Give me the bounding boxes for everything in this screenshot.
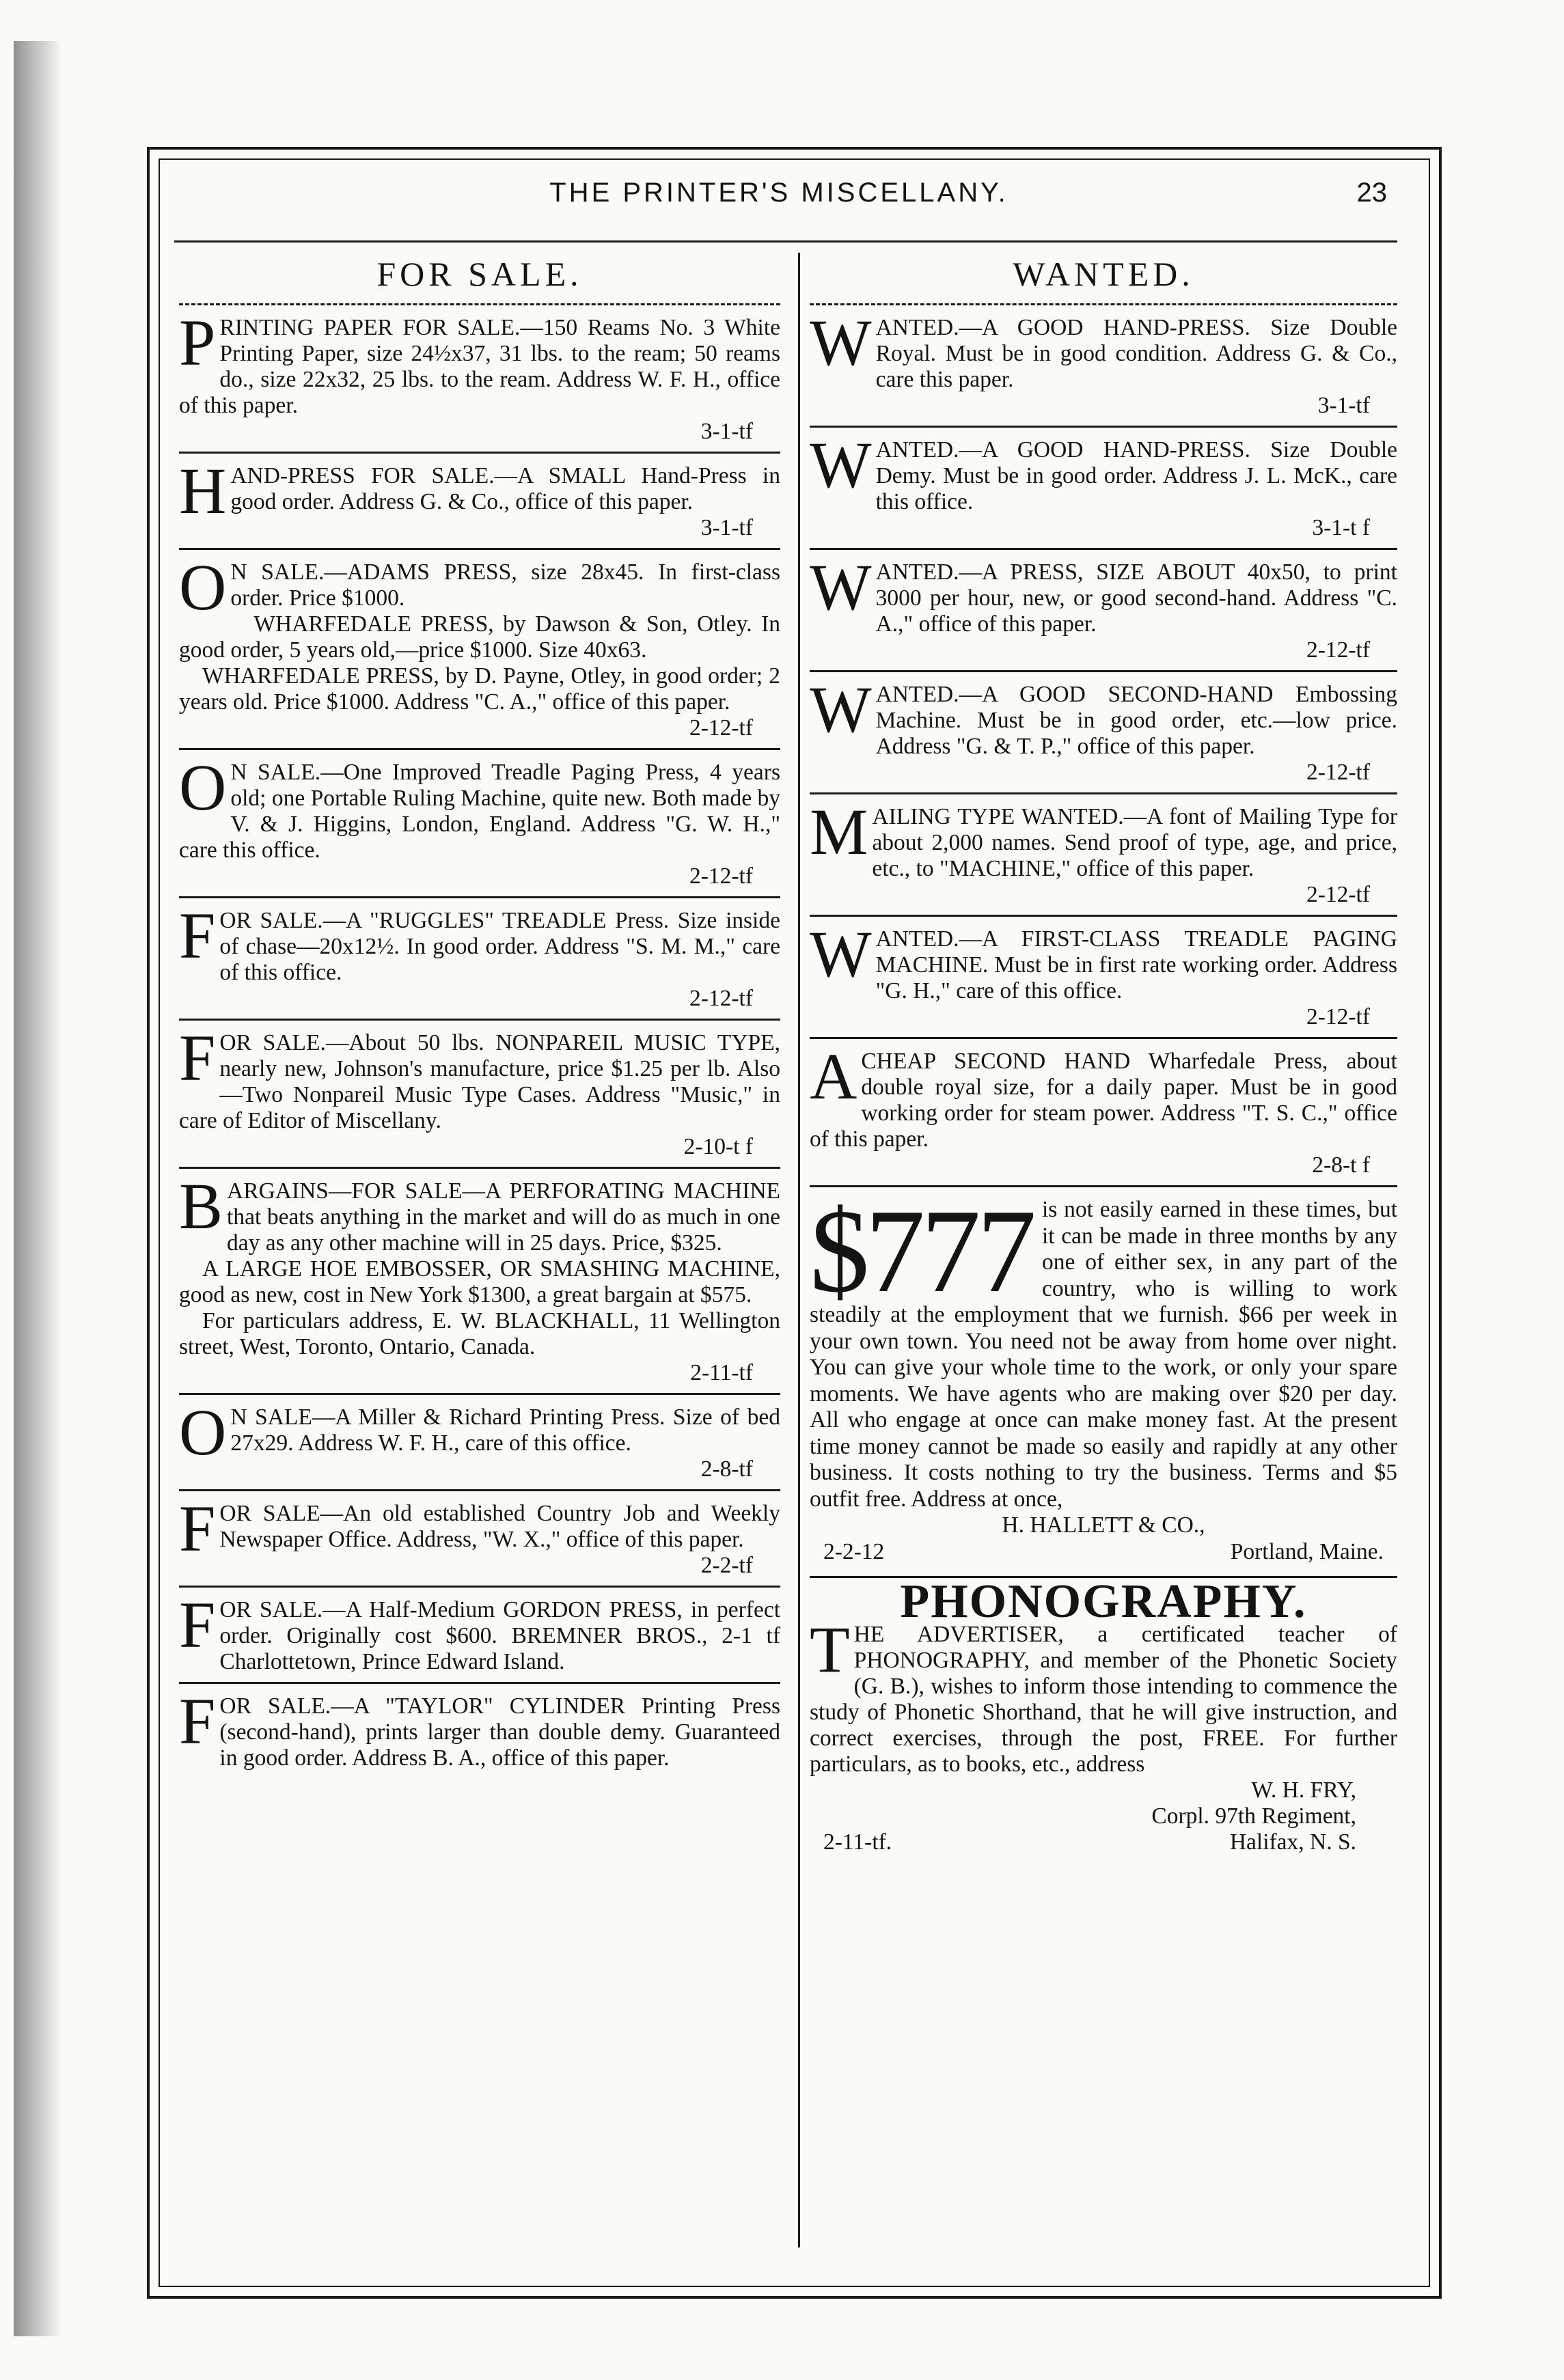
page-number: 23	[1356, 178, 1387, 208]
ad-code: 2-10-t f	[683, 1134, 753, 1159]
ad-text: OR SALE.—A "TAYLOR" CYLINDER Printing Press (second-hand), prints larger than double demy. Guaranteed in good order. Address B. A., office of this paper.	[219, 1693, 780, 1771]
ad-text: A LARGE HOE EMBOSSER, OR SMASHING MACHINE, good as new, cost in New York $1300, a great bargain at $575.	[179, 1256, 780, 1307]
wanted-ads	[810, 306, 1397, 1182]
ad-text: ANTED.—A GOOD HAND-PRESS. Size Double Demy. Must be in good order. Address J. L. McK., care this office.	[875, 437, 1397, 514]
classified-ad	[810, 792, 1397, 912]
for-sale-ads	[179, 306, 780, 1775]
drop-cap: O	[179, 1396, 227, 1469]
classified-ad	[810, 548, 1397, 667]
binding-edge	[14, 41, 61, 2336]
ad-text: N SALE.—ADAMS PRESS, size 28x45. In first-class order. Price $1000.	[230, 559, 780, 611]
ad-code: 3-1-tf	[700, 515, 753, 540]
phonography-place: Halifax, N. S.	[1229, 1829, 1356, 1855]
ad-code: 2-11-tf	[690, 1360, 753, 1385]
ad-text: ANTED.—A GOOD HAND-PRESS. Size Double Royal. Must be in good condition. Address G. & Co., care this paper.	[875, 315, 1397, 392]
drop-cap: W	[810, 673, 872, 746]
ad-code: 3-1-tf	[700, 419, 753, 444]
ad-code: 2-12-tf	[689, 715, 753, 741]
header-rule	[174, 240, 1397, 243]
classified-ad	[179, 1586, 780, 1679]
ad-text: N SALE.—One Improved Treadle Paging Press, 4 years old; one Portable Ruling Machine, quite new. Both made by V. & J. Higgins, London, England. Address "G. W. H.," care this office.	[179, 760, 780, 863]
ad-code: 2-12-tf	[1306, 760, 1370, 785]
ad-code: 2-12-tf	[1306, 882, 1370, 907]
for-sale-column	[179, 254, 780, 1775]
money-ad-signer: H. HALLETT & CO.,	[1002, 1512, 1205, 1538]
for-sale-heading: FOR SALE.	[376, 255, 583, 293]
ad-text: OR SALE—An old established Country Job and Weekly Newspaper Office. Address, "W. X.," office of this paper.	[219, 1501, 780, 1552]
running-head	[171, 178, 1387, 219]
drop-cap: O	[179, 751, 227, 824]
classified-ad	[179, 1489, 780, 1583]
money-amount: $777	[810, 1185, 1032, 1317]
phonography-heading: PHONOGRAPHY.	[900, 1575, 1307, 1628]
drop-cap: H	[179, 454, 227, 527]
drop-cap: F	[179, 1685, 216, 1758]
wanted-heading: WANTED.	[1013, 255, 1194, 293]
classified-ad	[179, 548, 780, 745]
ad-code: 3-1-tf	[1317, 393, 1370, 418]
dashed-rule	[179, 303, 780, 305]
ad-code: 3-1-t f	[1312, 515, 1370, 540]
ad-text: AND-PRESS FOR SALE.—A SMALL Hand-Press in good order. Address G. & Co., office of this paper.	[230, 463, 780, 514]
classified-ad	[810, 915, 1397, 1034]
dashed-rule	[810, 303, 1397, 305]
drop-cap: A	[810, 1040, 858, 1113]
ad-code: 2-8-tf	[700, 1456, 753, 1482]
drop-cap: T	[810, 1613, 850, 1686]
ad-text: ARGAINS—FOR SALE—A PERFORATING MACHINE that beats anything in the market and will do as much in one day as any other machine will in 25 days. Price, $325.	[227, 1178, 780, 1256]
drop-cap: W	[810, 428, 872, 501]
ad-text: OR SALE.—A Half-Medium GORDON PRESS, in perfect order. Originally cost $600. BREMNER BROS., 2-1 tf Charlottetown, Prince Edward Island.	[219, 1597, 780, 1674]
phonography-text: HE ADVERTISER, a certificated teacher of PHONOGRAPHY, and member of the Phonetic Society (G. B.), wishes to inform those intending to commence the study of Phonetic Shorthand, that he will give instruction, and correct exercises, through the post, FREE. For further particulars, as to books, etc., address	[810, 1622, 1397, 1777]
ad-code: 2-2-tf	[700, 1553, 753, 1578]
phonography-name: W. H. FRY,	[1251, 1777, 1356, 1803]
drop-cap: F	[179, 1588, 216, 1661]
classified-ad	[179, 1393, 780, 1486]
classified-ad	[179, 1167, 780, 1390]
drop-cap: B	[179, 1170, 223, 1243]
ad-text: RINTING PAPER FOR SALE.—150 Reams No. 3 White Printing Paper, size 24½x37, 31 lbs. to the ream; 50 reams do., size 22x32, 25 lbs. to the ream. Address W. F. H., office of this paper.	[179, 315, 780, 418]
phonography-rank: Corpl. 97th Regiment,	[1151, 1803, 1356, 1829]
classified-ad	[179, 452, 780, 545]
journal-title: THE PRINTER'S MISCELLANY.	[549, 178, 1009, 208]
drop-cap: F	[179, 1492, 216, 1565]
money-ad-footer	[810, 1539, 1397, 1566]
money-ad	[810, 1185, 1397, 1569]
ad-text: ANTED.—A FIRST-CLASS TREADLE PAGING MACHINE. Must be in first rate working order. Address "G. H.," care of this office.	[875, 926, 1397, 1004]
ad-text: OR SALE.—A "RUGGLES" TREADLE Press. Size inside of chase—20x12½. In good order. Address "S. M. M.," care of this office.	[219, 908, 780, 985]
classified-ad	[179, 306, 780, 449]
classified-ad	[810, 670, 1397, 790]
phonography-code: 2-11-tf.	[823, 1829, 892, 1855]
classified-ad	[179, 1019, 780, 1164]
ad-code: 2-8-t f	[1312, 1152, 1370, 1178]
drop-cap: F	[179, 899, 216, 972]
classified-ad	[810, 1037, 1397, 1182]
ad-code: 2-12-tf	[689, 863, 753, 889]
drop-cap: W	[810, 306, 872, 379]
column-divider	[798, 253, 800, 2247]
classified-ad	[810, 306, 1397, 423]
money-ad-text: is not easily earned in these times, but it can be made in three months by any one of either sex, in any part of the country, who is willing to work steadily at the employment that we furnish. $66 per week in your own town. You need not be away from home over night. You can give your whole time to the work, or only your spare moments. We have agents who are making over $20 per day. All who engage at once can make money fast. At the present time money cannot be made so easily and rapidly at any other business. It costs nothing to try the business. Terms and $5 outfit free. Address at once,	[810, 1197, 1397, 1512]
ad-text: WHARFEDALE PRESS, by Dawson & Son, Otley. In good order, 5 years old,—price $1000. Size 40x63.	[179, 611, 780, 663]
ad-text: OR SALE.—About 50 lbs. NONPAREIL MUSIC TYPE, nearly new, Johnson's manufacture, price $1.25 per lb. Also—Two Nonpareil Music Type Cases. Address "Music," in care of Editor of Miscellany.	[179, 1030, 780, 1133]
classified-ad	[810, 426, 1397, 545]
drop-cap: M	[810, 795, 868, 868]
classified-ad	[179, 748, 780, 894]
drop-cap: W	[810, 917, 872, 991]
ad-text: ANTED.—A PRESS, SIZE ABOUT 40x50, to print 3000 per hour, new, or good second-hand. Address "C. A.," office of this paper.	[875, 559, 1397, 637]
ad-text: AILING TYPE WANTED.—A font of Mailing Type for about 2,000 names. Send proof of type, age, and price, etc., to "MACHINE," office of this paper.	[872, 804, 1397, 881]
ad-text: WHARFEDALE PRESS, by D. Payne, Otley, in good order; 2 years old. Price $1000. Address "C. A.," office of this paper.	[179, 663, 780, 715]
ad-code: 2-12-tf	[1306, 1004, 1370, 1029]
ad-code: 2-12-tf	[1306, 637, 1370, 663]
phonography-ad	[810, 1576, 1397, 1859]
drop-cap: P	[179, 306, 216, 379]
ad-text: CHEAP SECOND HAND Wharfedale Press, about double royal size, for a daily paper. Must be in good working order for steam power. Address "T. S. C.," office of this paper.	[810, 1049, 1397, 1152]
phonography-footer	[810, 1829, 1397, 1855]
ad-text: N SALE—A Miller & Richard Printing Press. Size of bed 27x29. Address W. F. H., care of this office.	[230, 1405, 780, 1456]
ad-code: 2-12-tf	[689, 986, 753, 1011]
drop-cap: W	[810, 551, 872, 624]
ad-text: ANTED.—A GOOD SECOND-HAND Embossing Machine. Must be in good order, etc.—low price. Address "G. & T. P.," office of this paper.	[875, 682, 1397, 759]
money-ad-code: 2-2-12	[823, 1538, 885, 1564]
drop-cap: F	[179, 1021, 216, 1094]
drop-cap: O	[179, 551, 227, 624]
ad-text: For particulars address, E. W. BLACKHALL, 11 Wellington street, West, Toronto, Ontario, Canada.	[179, 1308, 780, 1359]
classified-ad	[179, 896, 780, 1016]
money-ad-place: Portland, Maine.	[1230, 1538, 1384, 1564]
classified-ad	[179, 1682, 780, 1775]
wanted-column	[810, 254, 1397, 1859]
